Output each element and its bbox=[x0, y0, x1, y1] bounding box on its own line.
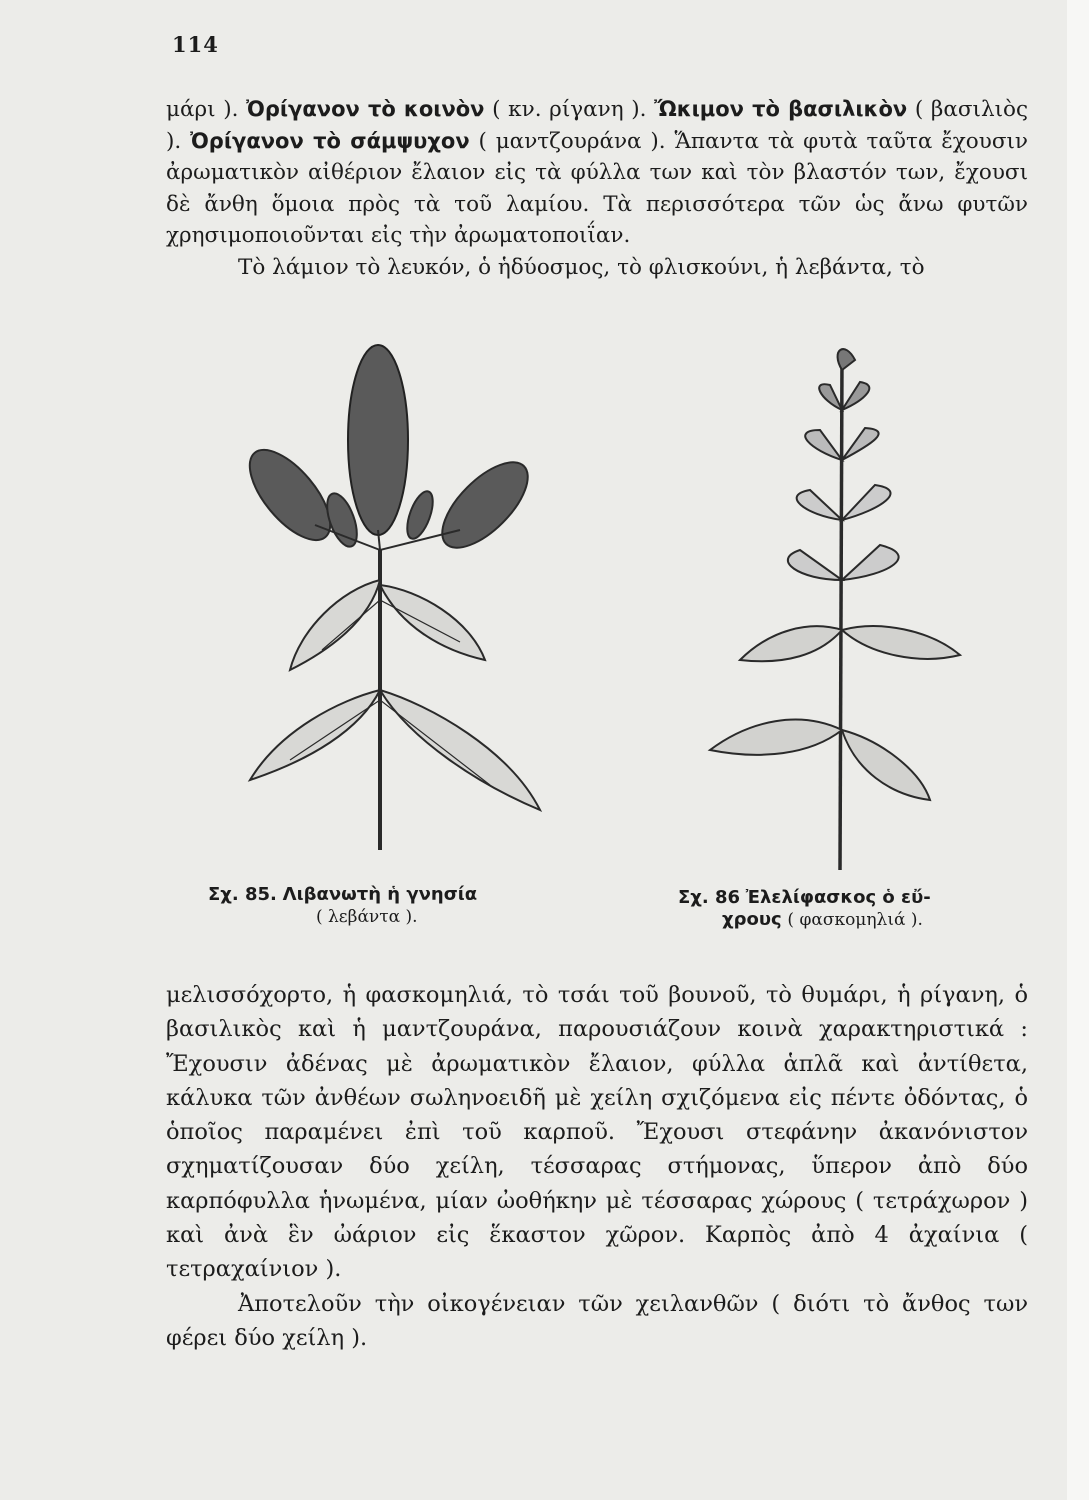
page-edge bbox=[1067, 0, 1089, 1500]
species-origanum-vulgare: Ὀρίγανον τὸ κοινὸν bbox=[246, 97, 485, 121]
bottom-text-block bbox=[166, 978, 1028, 1355]
figure-85-common-name: ( λεβάντα ). bbox=[316, 907, 418, 927]
figure-85-label: Σχ. 85. bbox=[208, 884, 277, 905]
text-run: ( βασιλιὸς ). bbox=[166, 97, 1029, 154]
plant-illustrations bbox=[230, 330, 1010, 870]
text-run: ( κν. ρίγανη ). bbox=[484, 97, 655, 122]
species-origanum-majorana: Ὀρίγανον τὸ σάμψυχον bbox=[190, 128, 470, 153]
figures-illustration bbox=[230, 330, 1010, 870]
text-run: μάρι ). bbox=[166, 97, 247, 122]
lavender-plant-drawing bbox=[235, 345, 541, 850]
paragraph-family: Ἀποτελοῦν τὴν οἰκογένειαν τῶν χειλανθῶν ( διότι τὸ ἄνθος των φέρει δύο χείλη ). bbox=[166, 1290, 1028, 1351]
page-number: 114 bbox=[172, 32, 219, 57]
species-ocimum-basilicum: Ὤκιμον τὸ βασιλικὸν bbox=[654, 97, 908, 121]
figure-85-name: Λιβανωτὴ ἡ γνησία bbox=[282, 884, 478, 905]
figure-86-caption bbox=[678, 887, 1038, 931]
text-run: ( μαντζουράνα ). Ἅπαντα τὰ φυτὰ ταῦτα ἔχουσιν ἀρωματικὸν αἰθέριον ἔλαιον εἰς τὰ φύλλα των καὶ τὸν βλαστόν των, ἔχουσι δὲ ἄνθη ὅμοια πρὸς τὰ τοῦ λαμίου. Τὰ περισσότερα τῶν ὡς ἄνω φυτῶν χρησιμοποιοῦνται εἰς τὴν ἀρωματοποιΐαν. bbox=[166, 128, 1028, 248]
top-text-block bbox=[166, 94, 1028, 283]
figure-86-common-name: ( φασκομηλιά ). bbox=[787, 910, 923, 930]
paragraph-species bbox=[166, 94, 1028, 252]
paragraph-characteristics: μελισσόχορτο, ἡ φασκομηλιά, τὸ τσάι τοῦ βουνοῦ, τὸ θυμάρι, ἡ ρίγανη, ὁ βασιλικὸς καὶ ἡ μαντζουράνα, παρουσιάζουν κοινὰ χαρακτηριστικά : Ἔχουσιν ἀδένας μὲ ἀρωματικὸν ἔλαιον, φύλλα ἁπλᾶ καὶ ἀντίθετα, κάλυκα τῶν ἀνθέων σωληνοειδῆ μὲ χείλη σχιζόμενα εἰς πέντε ὀδόντας, ὁ ὁποῖος παραμένει ἐπὶ τοῦ καρποῦ. Ἔχουσι στεφάνην ἀκανόνιστον σχηματίζουσαν δύο χείλη, τέσσαρας στήμονας, ὕπερον ἀπὸ δύο καρπόφυλλα ἡνωμένα, μίαν ὠοθήκην μὲ τέσσαρας χώρους ( τετράχωρον ) καὶ ἀνὰ ἓν ὠάριον εἰς ἕκαστον χῶρον. Καρπὸς ἀπὸ 4 ἀχαίνια ( τετραχαίνιον ). bbox=[166, 982, 1028, 1283]
figure-85-caption bbox=[208, 884, 548, 928]
figure-86-name-cont: χρους bbox=[722, 909, 782, 930]
paragraph-lamium: Τὸ λάμιον τὸ λευκόν, ὁ ἡδύοσμος, τὸ φλισκούνι, ἡ λεβάντα, τὸ bbox=[238, 254, 925, 280]
sage-plant-drawing bbox=[710, 349, 960, 870]
figure-86-label: Σχ. 86 bbox=[678, 887, 741, 908]
figure-86-name: Ἐλελίφασκος ὁ εὔ- bbox=[745, 887, 931, 908]
